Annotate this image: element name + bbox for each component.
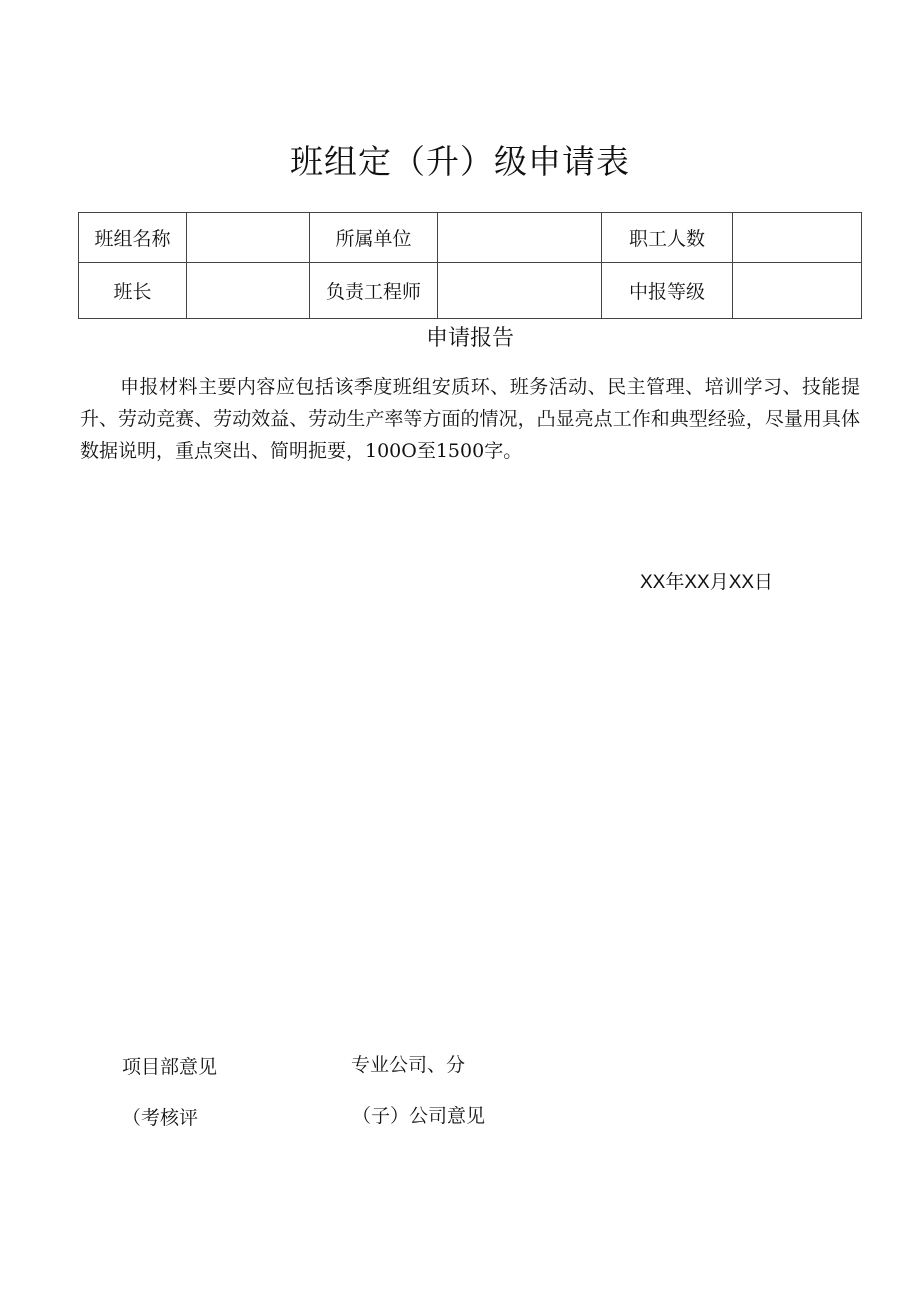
info-table bbox=[78, 212, 862, 319]
project-dept-opinion-sublabel: （考核评 bbox=[122, 1107, 199, 1129]
label-responsible-engineer: 负责工程师 bbox=[310, 263, 438, 319]
team-leader-field[interactable] bbox=[187, 263, 310, 319]
label-affiliated-unit: 所属单位 bbox=[310, 213, 438, 263]
project-dept-opinion-label: 项目部意见 bbox=[122, 1056, 218, 1078]
label-staff-count: 职工人数 bbox=[602, 213, 733, 263]
staff-count-field[interactable] bbox=[733, 213, 862, 263]
label-applied-level: 中报等级 bbox=[602, 263, 733, 319]
company-opinion-label: 专业公司、分 bbox=[351, 1054, 466, 1076]
label-team-name: 班组名称 bbox=[79, 213, 187, 263]
table-row bbox=[79, 263, 862, 319]
report-body: 申报材料主要内容应包括该季度班组安质环、班务活动、民主管理、培训学习、技能提升、劳动竞赛、劳动效益、劳动生产率等方面的情况，凸显亮点工作和典型经验，尽量用具体数据说明，重点突出、简明扼要，100O至1500字。 bbox=[80, 376, 860, 462]
company-opinion-sublabel: （子）公司意见 bbox=[352, 1105, 486, 1127]
responsible-engineer-field[interactable] bbox=[438, 263, 602, 319]
team-name-field[interactable] bbox=[187, 213, 310, 263]
report-date: XX年XX月XX日 bbox=[640, 572, 774, 593]
table-row bbox=[79, 213, 862, 263]
report-heading: 申请报告 bbox=[425, 326, 514, 351]
applied-level-field[interactable] bbox=[733, 263, 862, 319]
affiliated-unit-field[interactable] bbox=[438, 213, 602, 263]
label-team-leader: 班长 bbox=[79, 263, 187, 319]
page-title: 班组定（升）级申请表 bbox=[290, 142, 630, 181]
